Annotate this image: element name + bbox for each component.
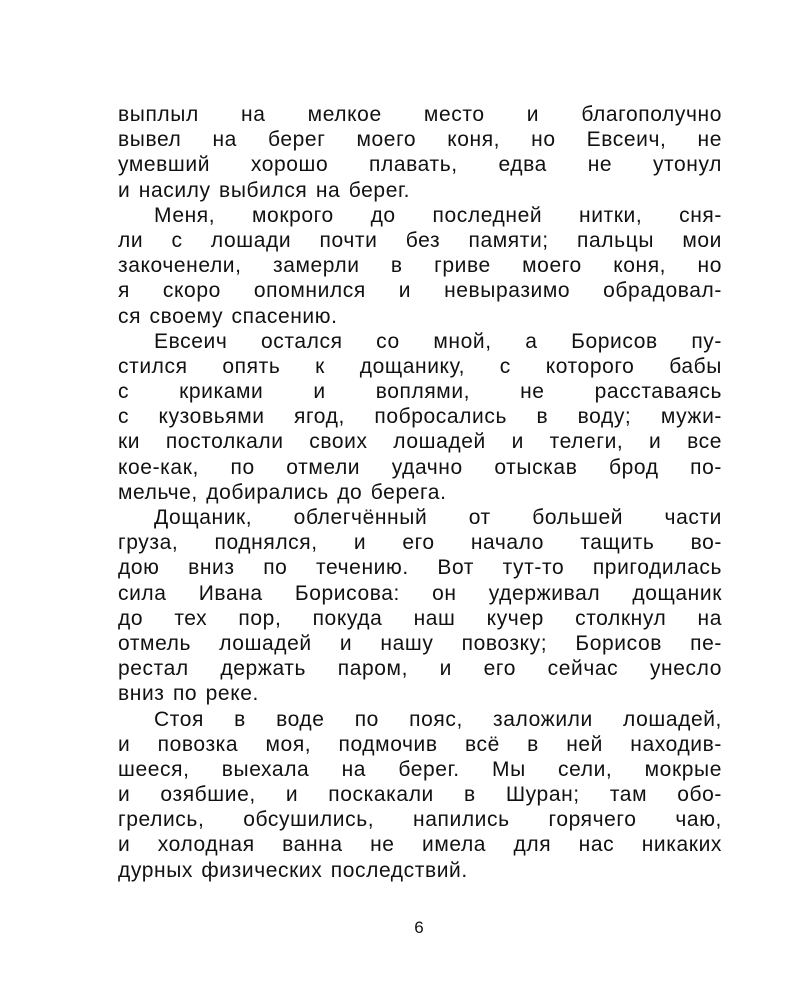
text-line: шееся, выехала на берег. Мы сели, мокрые [118,757,722,781]
text-line: до тех пор, покуда наш кучер столкнул на [118,606,722,630]
text-line: с кузовьями ягод, побросались в воду; мужи- [118,405,722,429]
text-line: грелись, обсушились, напились горячего чаю, [118,808,722,832]
text-line: отмель лошадей и нашу повозку; Борисов пе- [118,631,722,655]
text-line: Стоя в воде по пояс, заложили лошадей, [154,707,722,731]
text-line: груза, поднялся, и его начало тащить во- [118,531,722,555]
text-line: Дощаник, облегчённый от большей части [154,506,722,529]
text-line: я скоро опомнился и невыразимо обрадовал- [118,279,722,303]
text-line: мельче, добирались до берега. [118,480,447,504]
text-line: ли с лошади почти без памяти; пальцы мои [118,228,722,252]
text-line: стился опять к дощанику, с которого бабы [118,354,722,378]
text-line: и повозка моя, подмочив всё в ней находив- [118,732,722,756]
text-line: и холодная ванна не имела для нас никаких [118,833,722,857]
text-line: выплыл на мелкое место и благополучно [118,103,722,126]
page-number: 6 [414,918,424,937]
text-line: кое-как, по отмели удачно отыскав брод по- [118,455,722,479]
text-line: дою вниз по течению. Вот тут-то пригодилась [118,556,722,580]
text-line: Евсеич остался со мной, а Борисов пу- [154,329,722,353]
text-line: вывел на берег моего коня, но Евсеич, не [118,128,722,152]
text-line: вниз по реке. [118,682,259,706]
text-line: с криками и воплями, не расставаясь [118,380,722,404]
text-line: закоченели, замерли в гриве моего коня, но [118,254,722,278]
text-line: ся своему спасению. [118,304,338,328]
text-line: Меня, мокрого до последней нитки, сня- [154,203,722,227]
text-line: и насилу выбился на берег. [118,178,411,202]
text-line: ки постолкали своих лошадей и телеги, и все [118,430,722,454]
text-line: умевший хорошо плавать, едва не утонул [118,153,722,177]
page-text [118,102,722,883]
text-line: сила Ивана Борисова: он удерживал дощаник [118,581,722,605]
text-line: и озябшие, и поскакали в Шуран; там обо- [118,783,722,807]
text-line: рестал держать паром, и его сейчас унесло [118,657,722,681]
text-line: дурных физических последствий. [118,858,468,882]
